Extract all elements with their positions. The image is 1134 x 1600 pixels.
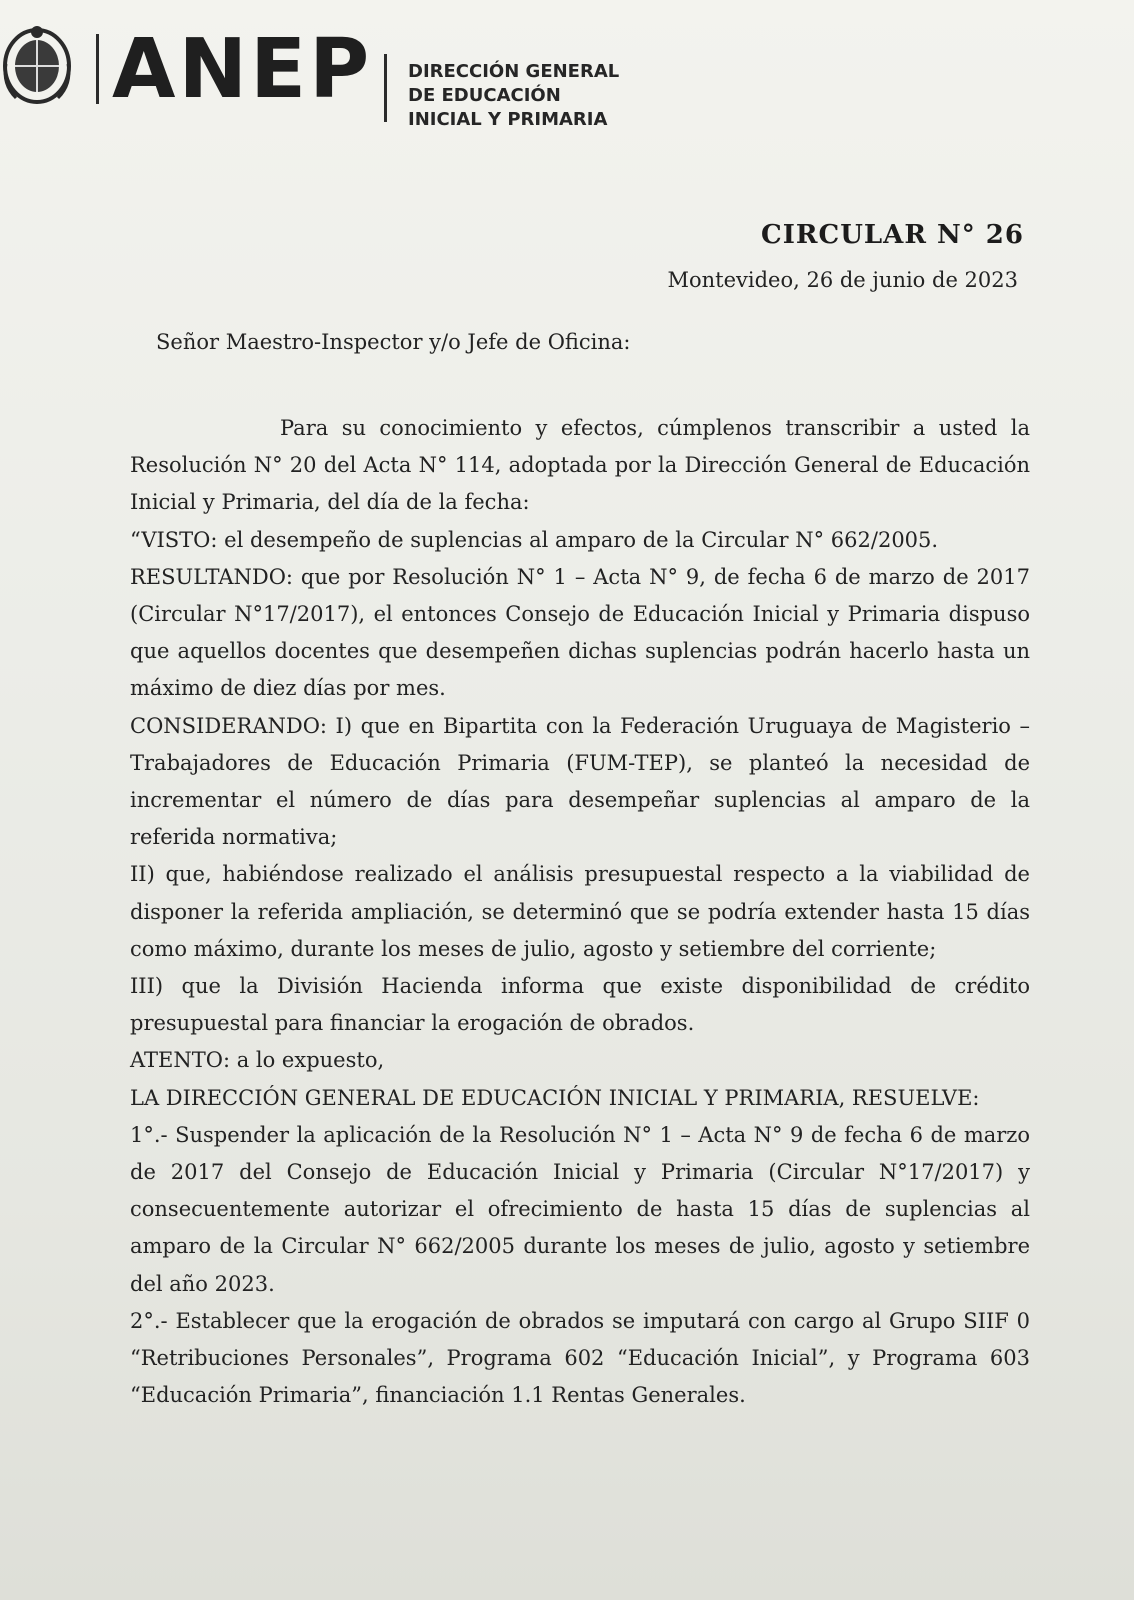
resultando-paragraph: RESULTANDO: que por Resolución N° 1 – Acta N° 9, de fecha 6 de marzo de 2017 (Circular N°17/2017), el entonces Consejo de Educación Inicial y Primaria dispuso que aquellos docentes que desempeñen dichas suplencias podrán hacerlo hasta un máximo de diez días por mes. — [130, 564, 1030, 701]
letterhead — [0, 10, 700, 130]
coat-of-arms-icon — [0, 24, 74, 104]
resuelve-heading: LA DIRECCIÓN GENERAL DE EDUCACIÓN INICIAL Y PRIMARIA, RESUELVE: — [130, 1085, 980, 1110]
header-divider — [96, 34, 99, 104]
department-line: DIRECCIÓN GENERAL — [408, 61, 620, 82]
place-date: Montevideo, 26 de junio de 2023 — [667, 268, 1018, 292]
document-body — [130, 410, 1030, 1414]
visto-paragraph: “VISTO: el desempeño de suplencias al amparo de la Circular N° 662/2005. — [130, 527, 939, 552]
intro-paragraph: Para su conocimiento y efectos, cúmplenos transcribir a usted la Resolución N° 20 del Acta N° 114, adoptada por la Dirección General de Educación Inicial y Primaria, del día de la fecha: — [130, 416, 1030, 515]
department-name — [408, 60, 619, 132]
department-line: DE EDUCACIÓN — [408, 85, 561, 106]
considerando-paragraph: CONSIDERANDO: I) que en Bipartita con la Federación Uruguaya de Magisterio – Trabajadores de Educación Primaria (FUM-TEP), se planteó la necesidad de incrementar el número de días para desempeñar suplencias al amparo de la referida normativa; — [130, 713, 1030, 850]
resolution-item-1: 1°.- Suspender la aplicación de la Resolución N° 1 – Acta N° 9 de fecha 6 de marzo de 2017 del Consejo de Educación Inicial y Primaria (Circular N°17/2017) y consecuentemente autorizar el ofrecimiento de hasta 15 días de suplencias al amparo de la Circular N° 662/2005 durante los meses de julio, agosto y setiembre del año 2023. — [130, 1122, 1030, 1296]
considerando-ii-paragraph: II) que, habiéndose realizado el análisis presupuestal respecto a la viabilidad de disponer la referida ampliación, se determinó que se podría extender hasta 15 días como máximo, durante los meses de julio, agosto y setiembre del corriente; — [130, 862, 1030, 961]
resolution-item-2: 2°.- Establecer que la erogación de obrados se imputará con cargo al Grupo SIIF 0 “Retribuciones Personales”, Programa 602 “Educación Inicial”, y Programa 603 “Educación Primaria”, financiación 1.1 Rentas Generales. — [130, 1308, 1030, 1408]
considerando-iii-paragraph: III) que la División Hacienda informa que existe disponibilidad de crédito presupuestal para financiar la erogación de obrados. — [130, 974, 1030, 1036]
salutation: Señor Maestro-Inspector y/o Jefe de Oficina: — [156, 330, 631, 354]
circular-number: CIRCULAR N° 26 — [761, 220, 1024, 250]
atento-paragraph: ATENTO: a lo expuesto, — [130, 1048, 385, 1073]
department-line: INICIAL Y PRIMARIA — [408, 109, 608, 130]
header-divider — [384, 54, 387, 122]
anep-logo: ANEP — [112, 22, 373, 117]
